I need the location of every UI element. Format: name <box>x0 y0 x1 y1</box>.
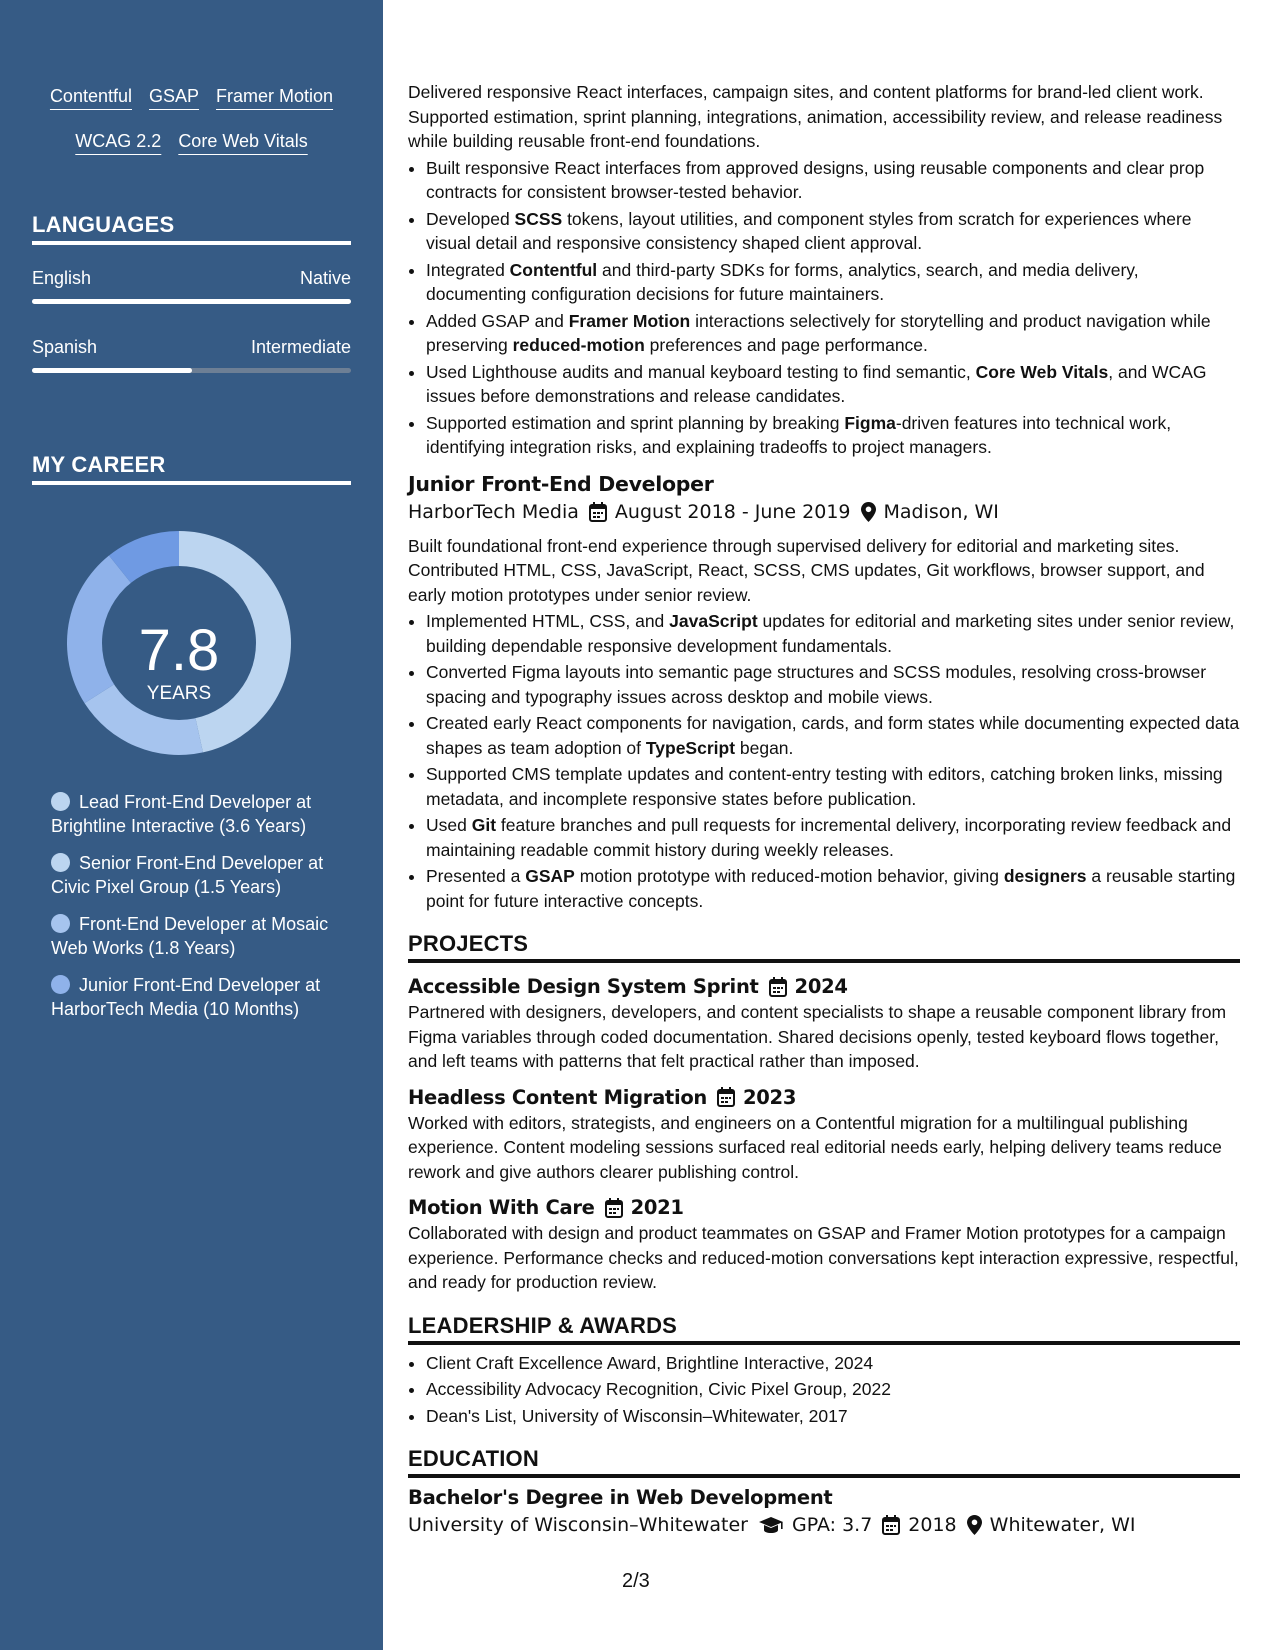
bullet-keyword: JavaScript <box>669 611 758 631</box>
bullet-item <box>426 309 1240 358</box>
bullet-item <box>426 258 1240 307</box>
language-row <box>32 268 351 289</box>
project-description: Worked with editors, strategists, and engineers on a Contentful migration for a multilingual publishing experience. Content modeling sessions surfaced real editorial needs early, helping delivery teams reduce rework and give authors clearer publishing control. <box>408 1112 1222 1182</box>
career-total: 7.8 <box>138 618 220 683</box>
job-location: Madison, WI <box>883 500 999 523</box>
language-row <box>32 337 351 358</box>
bullet-text: -driven features into technical work, identifying integration risks, and explaining tradeoffs to project managers. <box>426 412 1172 457</box>
legend-dot <box>51 792 70 811</box>
projects-list <box>408 973 1240 1295</box>
bullet-keyword: Framer Motion <box>568 310 691 331</box>
career-item <box>51 790 331 838</box>
project-header <box>408 973 1240 1000</box>
project-item <box>408 1194 1240 1295</box>
career-item <box>51 851 331 899</box>
language-bar <box>32 368 351 373</box>
skill-chip: Contentful <box>49 86 132 106</box>
bullet-text: Presented a <box>426 866 526 886</box>
language-level: Native <box>299 268 351 288</box>
project-header <box>408 1084 1240 1111</box>
bullet-keyword: Figma <box>844 412 896 433</box>
calendar-icon <box>717 1087 735 1107</box>
map-pin-icon <box>861 502 876 522</box>
language-level: Intermediate <box>250 337 351 357</box>
bullet-text: a reusable starting point for future interactive concepts. <box>426 866 1236 911</box>
job-summary: Delivered responsive React interfaces, campaign sites, and content platforms for brand-led client work. Supported estimation, sprint planning, integrations, animation, accessibility review, and release readiness while building reusable front-end foundations. <box>408 82 1223 151</box>
bullet-item <box>426 813 1240 862</box>
bullet-text: updates for editorial and marketing sites under senior review, building dependable responsive development fundamentals. <box>426 611 1235 656</box>
bullet-keyword: SCSS <box>514 208 563 229</box>
languages-heading: LANGUAGES <box>32 212 351 245</box>
project-description: Partnered with designers, developers, and content specialists to shape a reusable component library from Figma variables through coded documentation. Shared decisions openly, tested keyboard flows together, and left teams with patterns that felt practical rather than imposed. <box>408 1002 1227 1071</box>
projects-heading: PROJECTS <box>408 931 1240 963</box>
career-item-text: Junior Front-End Developer at HarborTech Media (10 Months) <box>51 975 321 1019</box>
project-title: Accessible Design System Sprint <box>408 975 759 998</box>
skill-chip: Framer Motion <box>216 86 334 106</box>
awards-list <box>408 1351 1240 1429</box>
bullet-text: Developed <box>426 208 515 229</box>
bullet-text: Implemented HTML, CSS, and <box>426 611 670 631</box>
job-bullets <box>408 609 1240 913</box>
school-location: Whitewater, WI <box>989 1514 1136 1536</box>
project-description: Collaborated with design and product teammates on GSAP and Framer Motion prototypes for a campaign experience. Performance checks and reduced-motion conversations kept interaction expressive, respectful, and ready for production review. <box>408 1223 1239 1292</box>
bullet-text: feature branches and pull requests for incremental delivery, incorporating review feedback and maintaining readable commit history during weekly releases. <box>426 815 1232 860</box>
job-bullets <box>408 156 1240 460</box>
job-dates: August 2018 - June 2019 <box>614 500 851 523</box>
career-legend <box>51 790 331 1034</box>
main-content <box>408 80 1240 1547</box>
map-pin-icon <box>967 1515 982 1535</box>
bullet-keyword: designers <box>1003 866 1087 886</box>
career-heading: MY CAREER <box>32 452 351 485</box>
bullet-text: began. <box>735 737 794 758</box>
bullet-item <box>426 711 1240 760</box>
career-item <box>51 912 331 960</box>
bullet-keyword: reduced-motion <box>512 335 645 355</box>
bullet-keyword: TypeScript <box>645 737 736 758</box>
skills-row <box>0 131 383 152</box>
skill-chip: GSAP <box>149 86 200 106</box>
language-name: English <box>32 268 92 288</box>
bullet-keyword: Contentful <box>509 259 598 280</box>
award-item: • Client Craft Excellence Award, Brightline Interactive, 2024 <box>426 1351 1240 1376</box>
award-item: • Accessibility Advocacy Recognition, Civic Pixel Group, 2022 <box>426 1377 1240 1402</box>
graduation-year: 2018 <box>908 1514 957 1536</box>
bullet-item <box>426 864 1240 913</box>
project-year: 2023 <box>743 1085 797 1109</box>
awards-heading: LEADERSHIP & AWARDS <box>408 1313 1240 1345</box>
bullet-item <box>426 207 1240 256</box>
job-company: HarborTech Media <box>408 500 579 523</box>
language-bar-fill <box>32 299 351 304</box>
career-donut-chart <box>0 515 383 775</box>
bullet-text: Converted Figma layouts into semantic page structures and SCSS modules, resolving cross-browser spacing and typography issues across desktop and mobile views. <box>426 662 1207 707</box>
bullet-text: Supported estimation and sprint planning by breaking <box>426 412 845 433</box>
career-item <box>51 973 331 1021</box>
award-item: • Dean's List, University of Wisconsin–Whitewater, 2017 <box>426 1404 1240 1429</box>
bullet-text: Supported CMS template updates and content-entry testing with editors, catching broken links, missing metadata, and incomplete responsive states before publication. <box>426 764 1223 809</box>
bullet-item <box>426 156 1240 205</box>
bullet-text: Used <box>426 815 472 835</box>
bullet-keyword: Core Web Vitals <box>975 361 1109 382</box>
calendar-icon <box>769 977 787 997</box>
bullet-item <box>426 609 1240 658</box>
education-meta <box>408 1511 1240 1539</box>
language-name: Spanish <box>32 337 98 357</box>
gpa: GPA: 3.7 <box>792 1514 873 1536</box>
job-meta <box>408 498 1240 526</box>
career-item-text: Senior Front-End Developer at Civic Pixel Group (1.5 Years) <box>51 853 324 897</box>
calendar-icon <box>589 502 607 522</box>
project-year: 2021 <box>630 1196 684 1219</box>
career-item-text: Front-End Developer at Mosaic Web Works (1.8 Years) <box>51 914 329 958</box>
bullet-text: and third-party SDKs for forms, analytics, search, and media delivery, documenting configuration decisions for future maintainers. <box>426 259 1139 304</box>
bullet-text: Created early React components for navigation, cards, and form states while documenting expected data shapes as team adoption of <box>426 713 1240 758</box>
degree-title: Bachelor's Degree in Web Development <box>408 1486 833 1509</box>
bullet-item <box>426 762 1240 811</box>
bullet-text: Integrated <box>426 259 510 280</box>
bullet-keyword: GSAP <box>525 866 575 886</box>
career-item-text: Lead Front-End Developer at Brightline Interactive (3.6 Years) <box>51 792 312 836</box>
project-header <box>408 1194 1240 1221</box>
education-heading: EDUCATION <box>408 1446 1240 1478</box>
bullet-keyword: Git <box>471 815 497 835</box>
job-title: Junior Front-End Developer <box>408 471 714 496</box>
legend-dot <box>51 914 70 933</box>
skill-chip: Core Web Vitals <box>178 131 308 151</box>
legend-dot <box>51 853 70 872</box>
project-year: 2024 <box>794 975 848 998</box>
bullet-item <box>426 660 1240 709</box>
job-summary: Built foundational front-end experience through supervised delivery for editorial and marketing sites. Contributed HTML, CSS, JavaScript, React, SCSS, CMS updates, Git workflows, browser support, and early motion prototypes under senior review. <box>408 535 1205 605</box>
project-item <box>408 973 1240 1074</box>
skill-chip: WCAG 2.2 <box>75 131 162 151</box>
project-title: Motion With Care <box>408 1196 595 1219</box>
project-item <box>408 1084 1240 1185</box>
sidebar <box>0 0 383 1650</box>
legend-dot <box>51 975 70 994</box>
bullet-item <box>426 360 1240 409</box>
calendar-icon <box>882 1515 900 1535</box>
bullet-text: Used Lighthouse audits and manual keyboard testing to find semantic, <box>426 361 976 382</box>
bullet-text: preferences and page performance. <box>644 335 928 355</box>
bullet-text: motion prototype with reduced-motion behavior, giving <box>574 866 1004 886</box>
language-bar-fill <box>32 368 192 373</box>
bullet-text: , and WCAG issues before demonstrations and release candidates. <box>426 361 1207 406</box>
bullet-text: tokens, layout utilities, and component styles from scratch for experiences where visual detail and responsive consistency shaped client approval. <box>426 208 1192 253</box>
calendar-icon <box>605 1198 623 1218</box>
bullet-text: Added GSAP and <box>426 310 569 331</box>
bullet-text: Built responsive React interfaces from approved designs, using reusable components and clear prop contracts for consistent browser-tested behavior. <box>426 157 1205 202</box>
graduation-cap-icon <box>758 1516 784 1534</box>
project-title: Headless Content Migration <box>408 1085 708 1109</box>
school-name: University of Wisconsin–Whitewater <box>408 1514 748 1536</box>
page-number: 2/3 <box>622 1570 650 1592</box>
career-unit: YEARS <box>146 683 212 704</box>
bullet-text: interactions selectively for storytelling and product navigation while preserving <box>426 310 1211 355</box>
skills-row <box>0 86 383 107</box>
language-bar <box>32 299 351 304</box>
bullet-item <box>426 411 1240 460</box>
